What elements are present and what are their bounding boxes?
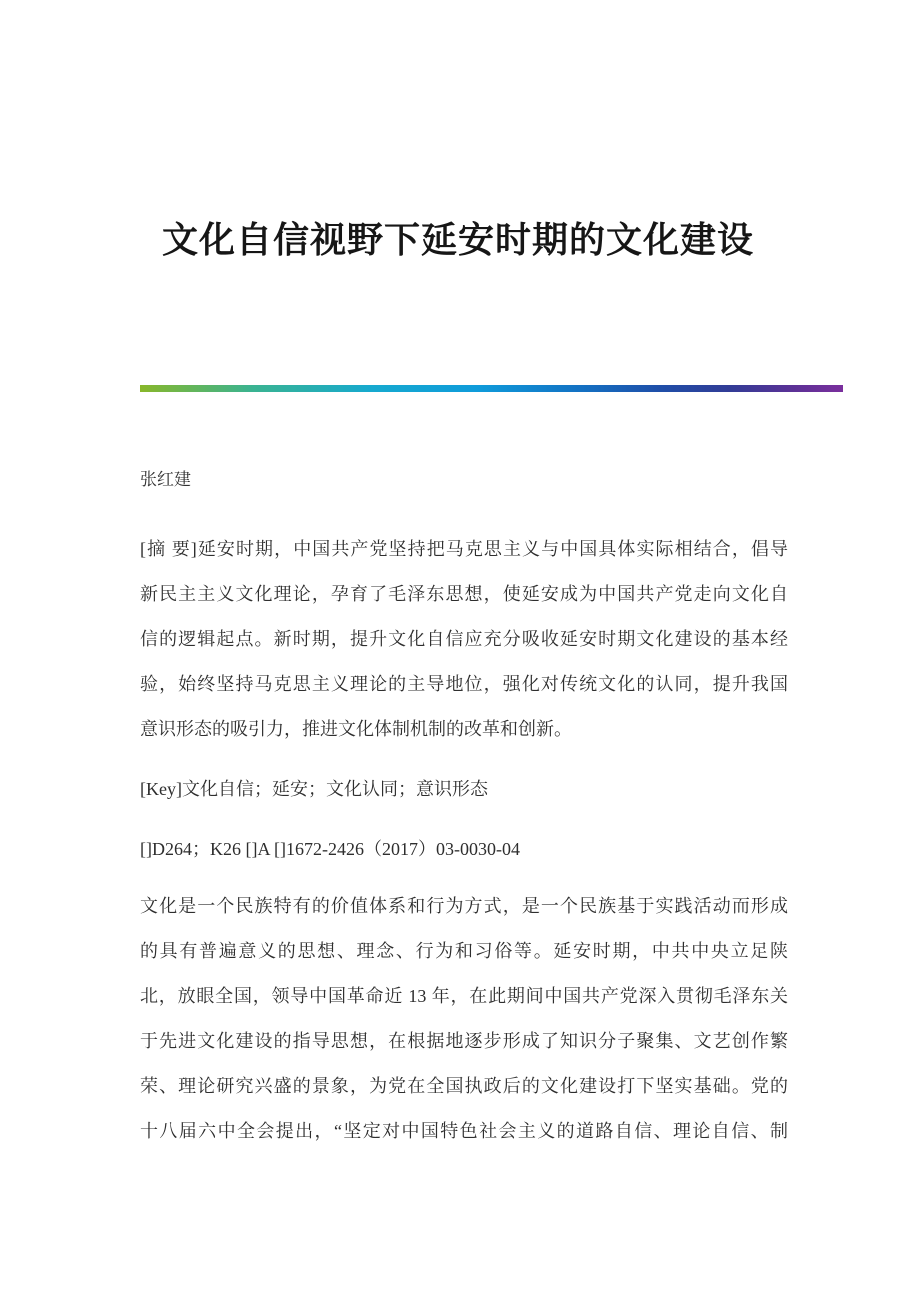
body-paragraph bbox=[140, 884, 788, 1154]
author-name: 张红建 bbox=[140, 470, 191, 489]
text-line: 荣、理论研究兴盛的景象，为党在全国执政后的文化建设打下坚实基础。党的 bbox=[140, 1076, 788, 1096]
text-line: 意识形态的吸引力，推进文化体制机制的改革和创新。 bbox=[140, 719, 572, 739]
divider-gradient-bar bbox=[140, 385, 843, 392]
classification-line bbox=[140, 827, 788, 872]
text-line: 验，始终坚持马克思主义理论的主导地位，强化对传统文化的认同，提升我国 bbox=[140, 674, 788, 694]
text-line: []D264；K26 []A []1672-2426（2017）03-0030-04 bbox=[140, 839, 520, 859]
text-line: 于先进文化建设的指导思想，在根据地逐步形成了知识分子聚集、文艺创作繁 bbox=[140, 1031, 788, 1051]
text-line: 十八届六中全会提出，“坚定对中国特色社会主义的道路自信、理论自信、制 bbox=[140, 1121, 788, 1141]
text-line: 文化是一个民族特有的价值体系和行为方式，是一个民族基于实践活动而形成 bbox=[140, 896, 788, 916]
text-line: 新民主主义文化理论，孕育了毛泽东思想，使延安成为中国共产党走向文化自 bbox=[140, 584, 788, 604]
text-line: 北，放眼全国，领导中国革命近 13 年，在此期间中国共产党深入贯彻毛泽东关 bbox=[140, 986, 788, 1006]
abstract-paragraph bbox=[140, 527, 788, 752]
text-line: [Key]文化自信；延安；文化认同；意识形态 bbox=[140, 779, 488, 799]
page-title: 文化自信视野下延安时期的文化建设 bbox=[162, 220, 755, 260]
text-line: [摘 要]延安时期，中国共产党坚持把马克思主义与中国具体实际相结合，倡导 bbox=[140, 539, 788, 559]
text-line: 信的逻辑起点。新时期，提升文化自信应充分吸收延安时期文化建设的基本经 bbox=[140, 629, 788, 649]
keywords-line bbox=[140, 767, 788, 812]
text-line: 的具有普遍意义的思想、理念、行为和习俗等。延安时期，中共中央立足陕 bbox=[140, 941, 788, 961]
